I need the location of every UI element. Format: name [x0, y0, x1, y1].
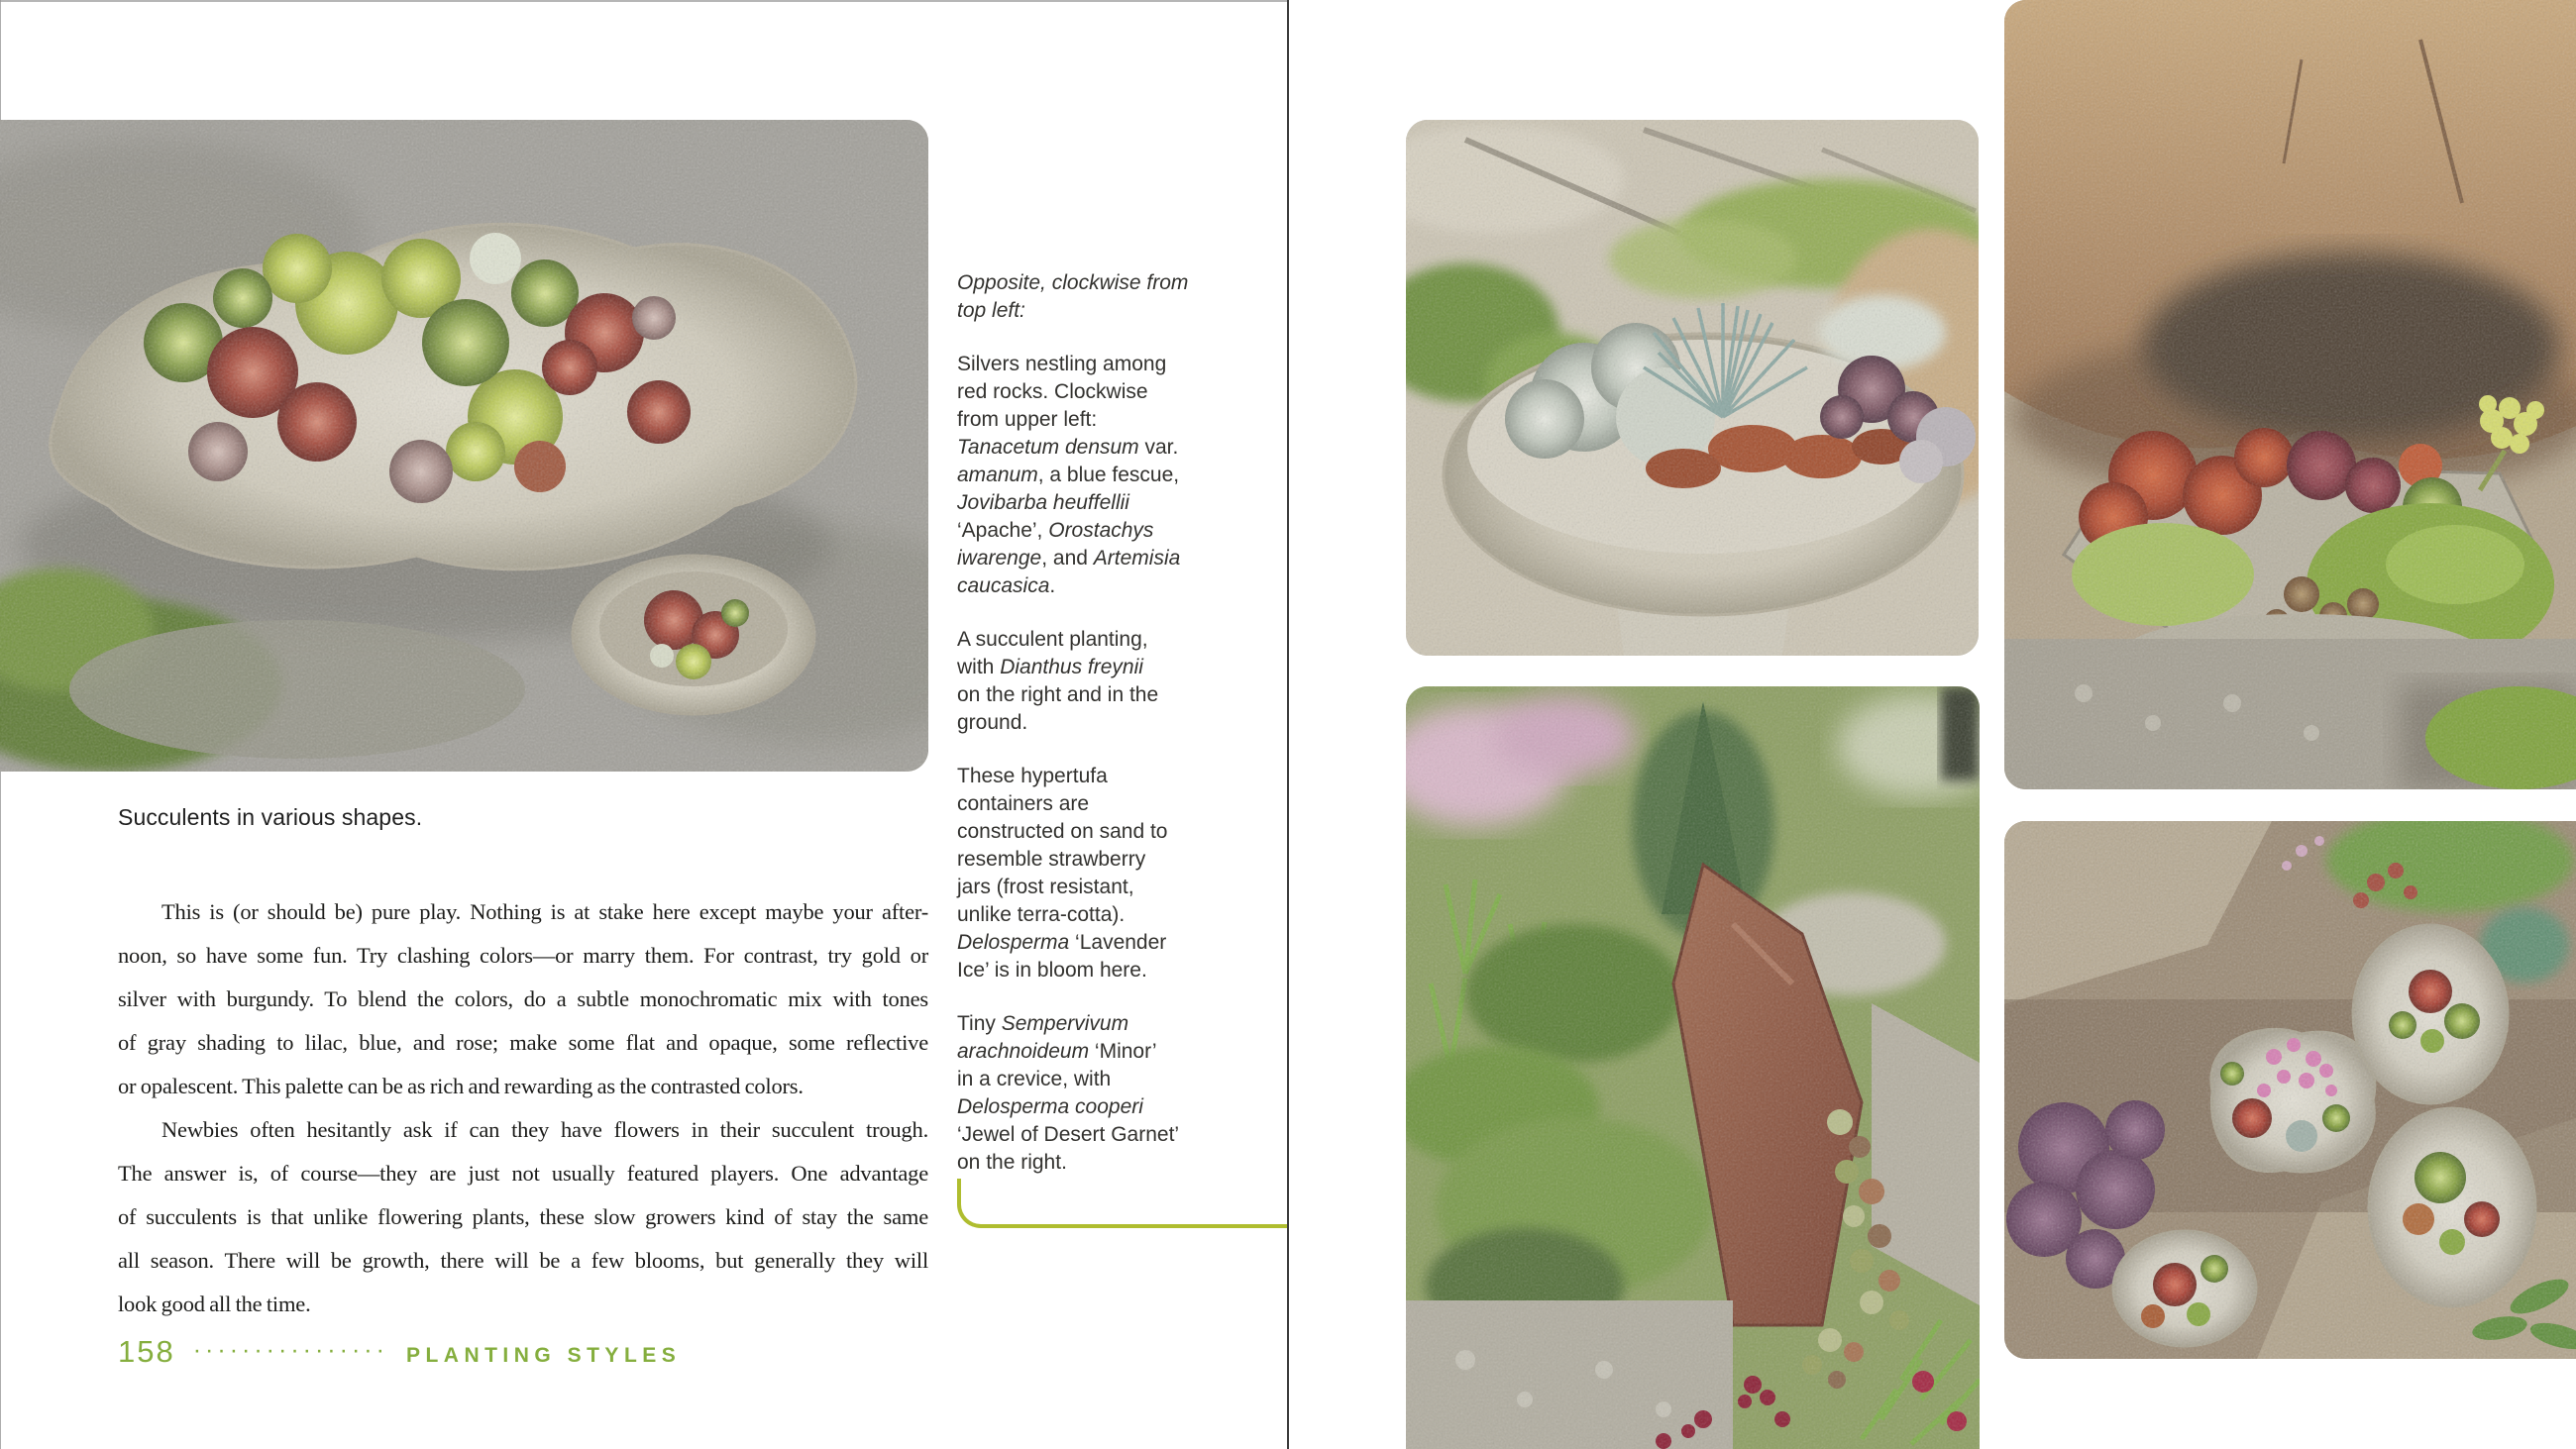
photo-caption: Succulents in various shapes.: [118, 804, 423, 830]
caption-bracket-rule: [957, 1179, 1289, 1228]
photo-red-succulent-trough: [2004, 0, 2576, 789]
page-footer: [118, 1334, 681, 1370]
body-text-line: all season. There will be growth, there will be a few blooms, but generally they will: [118, 1248, 928, 1273]
body-text-line: of succulents is that unlike flowering plants, these slow growers kind of stay the same: [118, 1204, 928, 1229]
caption-sidebar: [957, 269, 1254, 1202]
body-text-line: This is (or should be) pure play. Nothing is at stake here except maybe your after-: [161, 899, 928, 924]
sidebar-paragraph: These hypertufa containers are constructed on sand to resemble strawberry jars (frost resistant, unlike terra-cotta). Delosperma ‘Lavender Ice’ is in bloom here.: [957, 765, 1168, 982]
sidebar-paragraph: Silvers nestling among red rocks. Clockwise from upper left: Tanacetum densum var. amanum, a blue fescue, Jovibarba heuffellii ‘Apache’, Orostachys iwarenge, and Artemisia caucasica.: [957, 353, 1181, 597]
photo-crevice-sempervivum: [1406, 686, 1980, 1449]
body-text-line: Newbies often hesitantly ask if can they have flowers in their succulent trough.: [161, 1117, 928, 1142]
photo-silver-stone-bowl: [1406, 120, 1979, 656]
body-text: [118, 890, 928, 1326]
dotted-leader: ················: [192, 1336, 388, 1364]
photo-succulent-troughs: [0, 120, 928, 772]
body-text-line: The answer is, of course—they are just not usually featured players. One advantage: [118, 1161, 928, 1186]
sidebar-paragraph: Tiny Sempervivum arachnoideum ‘Minor’ in a crevice, with Delosperma cooperi ‘Jewel of Desert Garnet’ on the right.: [957, 1012, 1180, 1174]
sidebar-paragraph: A succulent planting, with Dianthus freynii on the right and in the ground.: [957, 628, 1159, 734]
body-text-line: noon, so have some fun. Try clashing colors—or marry them. For contrast, try gold or: [118, 943, 928, 968]
body-text-line: look good all the time.: [118, 1292, 311, 1316]
page-gutter-line: [1287, 0, 1289, 1449]
running-head-section: PLANTING STYLES: [405, 1344, 682, 1367]
body-text-line: or opalescent. This palette can be as rich and rewarding as the contrasted colors.: [118, 1074, 804, 1098]
body-text-line: silver with burgundy. To blend the colors, do a subtle monochromatic mix with tones: [118, 986, 928, 1011]
sidebar-paragraph: Opposite, clockwise from top left:: [957, 271, 1189, 322]
page-number: 158: [118, 1334, 175, 1369]
scan-edge-top: [0, 0, 1287, 2]
body-text-line: of gray shading to lilac, blue, and rose; make some flat and opaque, some reflective: [118, 1030, 928, 1055]
photo-strawberry-jars: [2004, 821, 2576, 1359]
